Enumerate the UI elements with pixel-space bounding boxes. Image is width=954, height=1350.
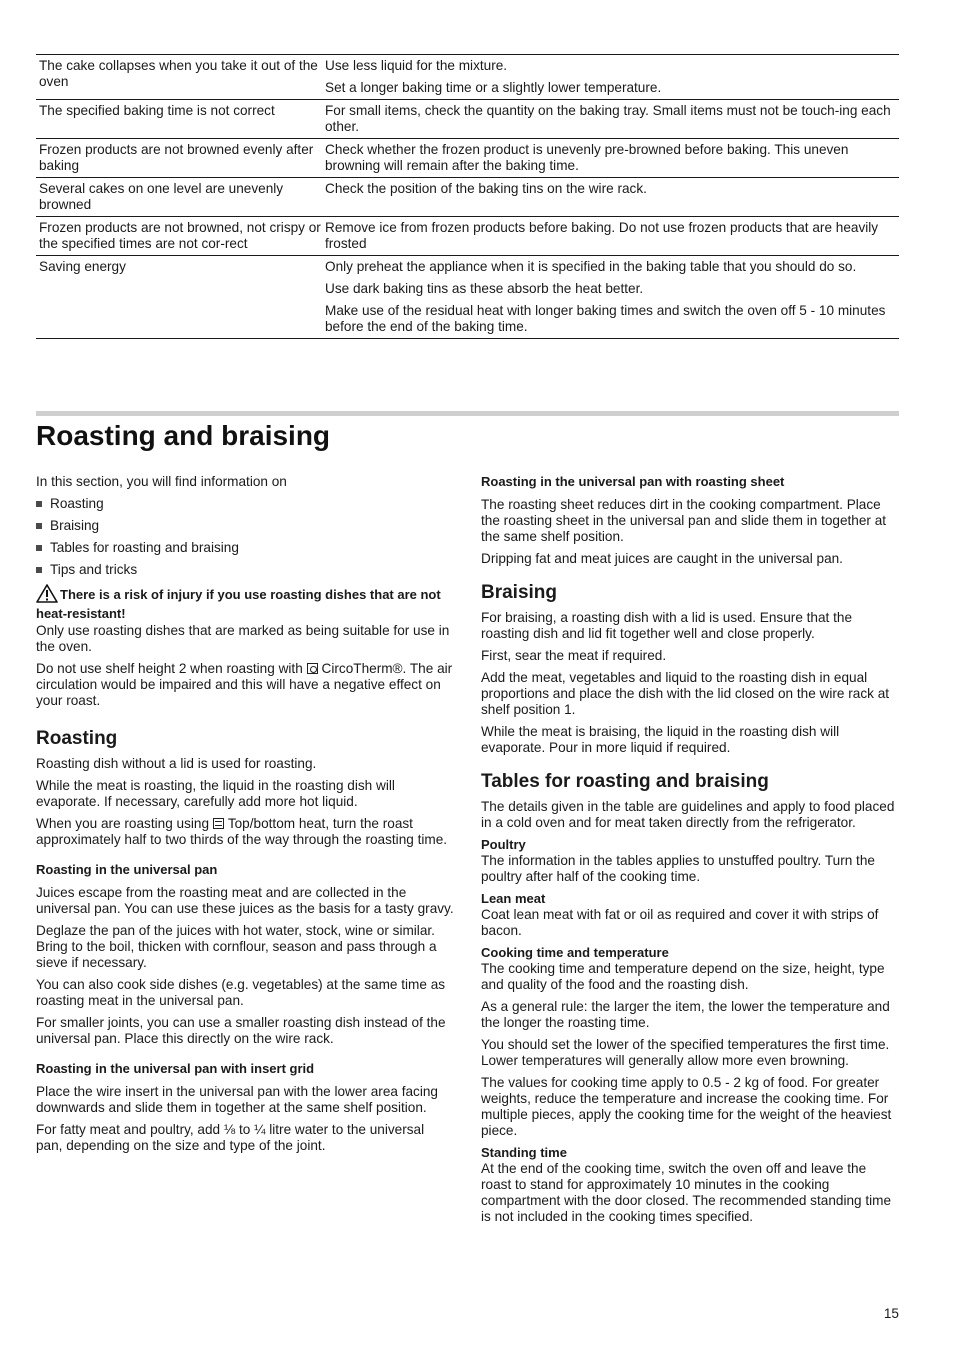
table-row: [36, 177, 899, 216]
table-cell-remedy: [322, 139, 899, 177]
page-number: 15: [883, 1306, 899, 1321]
top-bottom-heat-icon: [213, 818, 224, 829]
paragraph: While the meat is roasting, the liquid in the roasting dish will evaporate. If necessary, carefully add more hot liquid.: [36, 778, 395, 809]
poultry-heading: Poultry: [481, 837, 526, 852]
table-cell-cause: Several cakes on one level are unevenly browned: [39, 181, 284, 212]
table-cell-cause: The cake collapses when you take it out of the oven: [39, 58, 318, 89]
warning-title: [36, 584, 454, 621]
table-row: [36, 255, 899, 338]
paragraph: The roasting sheet reduces dirt in the cooking compartment. Place the roasting sheet in the universal pan and slide them in together at the same shelf position.: [481, 497, 887, 544]
page-title: Roasting and braising: [36, 420, 331, 451]
remedy-text: Set a longer baking time or a slightly lower temperature.: [325, 80, 662, 95]
paragraph: While the meat is braising, the liquid in the roasting dish will evaporate. Pour in more liquid if required.: [481, 724, 840, 755]
table-cell-cause: Saving energy: [39, 259, 126, 274]
list-item: Tables for roasting and braising: [36, 540, 454, 556]
remedy-text: Use less liquid for the mixture.: [325, 58, 508, 73]
tables-heading: Tables for roasting and braising: [481, 771, 769, 792]
list-item: Tips and tricks: [36, 562, 454, 578]
table-cell-cause: The specified baking time is not correct: [39, 103, 275, 118]
warning-text-part: CircoTherm®. The air circulation would be impaired and this will have a negative effect on your roast.: [36, 661, 453, 708]
cooking-time-heading: Cooking time and temperature: [481, 945, 669, 960]
remedy-text: Check the position of the baking tins on the wire rack.: [325, 181, 647, 196]
paragraph: You should set the lower of the specified temperatures the first time. Lower temperatures will generally allow more even browning.: [481, 1037, 890, 1068]
paragraph: First, sear the meat if required.: [481, 648, 667, 663]
table-row: [36, 216, 899, 255]
table-cell-remedy: [322, 55, 899, 99]
right-column: [481, 474, 899, 1231]
paragraph: [36, 816, 454, 848]
universal-pan-heading: Roasting in the universal pan: [36, 862, 218, 877]
paragraph: Juices escape from the roasting meat and are collected in the universal pan. You can use these juices as the basis for a tasty gravy.: [36, 885, 454, 916]
warning-triangle-icon: [36, 584, 58, 606]
paragraph: The cooking time and temperature depend on the size, height, type and quality of the food and the roasting dish.: [481, 961, 885, 992]
warning-title-text: There is a risk of injury if you use roasting dishes that are not heat-resistant!: [36, 587, 441, 621]
paragraph: As a general rule: the larger the item, the lower the temperature and the longer the roasting time.: [481, 999, 890, 1030]
list-item: Roasting: [36, 496, 454, 512]
roasting-heading: Roasting: [36, 728, 118, 749]
remedy-text: Only preheat the appliance when it is specified in the baking table that you should do so.: [325, 259, 857, 274]
remedy-text: Make use of the residual heat with longer baking times and switch the oven off 5 - 10 minutes before the end of the baking time.: [325, 303, 886, 334]
paragraph: For fatty meat and poultry, add ⅛ to ¼ litre water to the universal pan, depending on the size and type of the joint.: [36, 1122, 425, 1153]
table-cell-cause: Frozen products are not browned evenly after baking: [39, 142, 314, 173]
troubleshooting-table: [36, 54, 899, 339]
section-contents-list: [36, 496, 454, 578]
paragraph: For braising, a roasting dish with a lid is used. Ensure that the roasting dish and lid fit together well and close properly.: [481, 610, 853, 641]
table-cell-cause: Frozen products are not browned, not crispy or the specified times are not cor-rect: [39, 220, 321, 251]
warning-text: Only use roasting dishes that are marked as being suitable for use in the oven.: [36, 623, 450, 654]
paragraph: You can also cook side dishes (e.g. vegetables) at the same time as roasting meat in the universal pan.: [36, 977, 446, 1008]
remedy-text: Check whether the frozen product is unevenly pre-browned before baking. This uneven browning will remain after the baking time.: [325, 142, 849, 173]
paragraph: For smaller joints, you can use a smaller roasting dish instead of the universal pan. Place this directly on the wire rack.: [36, 1015, 446, 1046]
braising-heading: Braising: [481, 582, 558, 603]
paragraph: Roasting dish without a lid is used for roasting.: [36, 756, 317, 771]
paragraph: At the end of the cooking time, switch the oven off and leave the roast to stand for approximately 10 minutes in the cooking compartment with the door closed. The recommended standing time is not included in the cooking times specified.: [481, 1161, 892, 1224]
remedy-text: Remove ice from frozen products before baking. Do not use frozen products that are heavily frosted: [325, 220, 879, 251]
paragraph: Coat lean meat with fat or oil as required and cover it with strips of bacon.: [481, 907, 879, 938]
warning-text-part: Do not use shelf height 2 when roasting with: [36, 661, 303, 676]
circotherm-icon: [307, 663, 318, 674]
table-cell-remedy: [322, 100, 899, 138]
warning-text: [36, 661, 454, 709]
paragraph: The details given in the table are guidelines and apply to food placed in a cold oven and for meat taken directly from the refrigerator.: [481, 799, 895, 830]
table-cell-remedy: [322, 178, 899, 216]
standing-time-heading: Standing time: [481, 1145, 567, 1160]
list-item: Braising: [36, 518, 454, 534]
paragraph-part: Top/bottom heat, turn the roast approximately half to two thirds of the way through the roasting time.: [36, 816, 448, 847]
table-row: [36, 138, 899, 177]
roasting-sheet-heading: Roasting in the universal pan with roasting sheet: [481, 474, 785, 489]
lean-meat-heading: Lean meat: [481, 891, 546, 906]
intro-text: In this section, you will find information on: [36, 474, 287, 489]
paragraph: Place the wire insert in the universal pan with the lower area facing downwards and slide them in together at the same shelf position.: [36, 1084, 438, 1115]
paragraph-part: When you are roasting using: [36, 816, 210, 831]
paragraph: The values for cooking time apply to 0.5 - 2 kg of food. For greater weights, reduce the temperature and increase the cooking time. For multiple pieces, apply the cooking time for the weight of the heaviest piece.: [481, 1075, 892, 1138]
table-cell-remedy: [322, 217, 899, 255]
remedy-text: For small items, check the quantity on the baking tray. Small items must not be touch-ing each other.: [325, 103, 891, 134]
paragraph: Add the meat, vegetables and liquid to the roasting dish in equal proportions and place the dish with the lid closed on the wire rack at shelf position 1.: [481, 670, 890, 717]
paragraph: Dripping fat and meat juices are caught in the universal pan.: [481, 551, 843, 566]
table-cell-remedy: [322, 256, 899, 338]
table-row: [36, 99, 899, 138]
remedy-text: Use dark baking tins as these absorb the heat better.: [325, 281, 644, 296]
left-column: [36, 474, 454, 1160]
paragraph: The information in the tables applies to unstuffed poultry. Turn the poultry after half of the cooking time.: [481, 853, 875, 884]
insert-grid-heading: Roasting in the universal pan with insert grid: [36, 1061, 315, 1076]
paragraph: Deglaze the pan of the juices with hot water, stock, wine or similar. Bring to the boil, thicken with cornflour, season and pass through a sieve if necessary.: [36, 923, 437, 970]
table-row: [36, 55, 899, 99]
